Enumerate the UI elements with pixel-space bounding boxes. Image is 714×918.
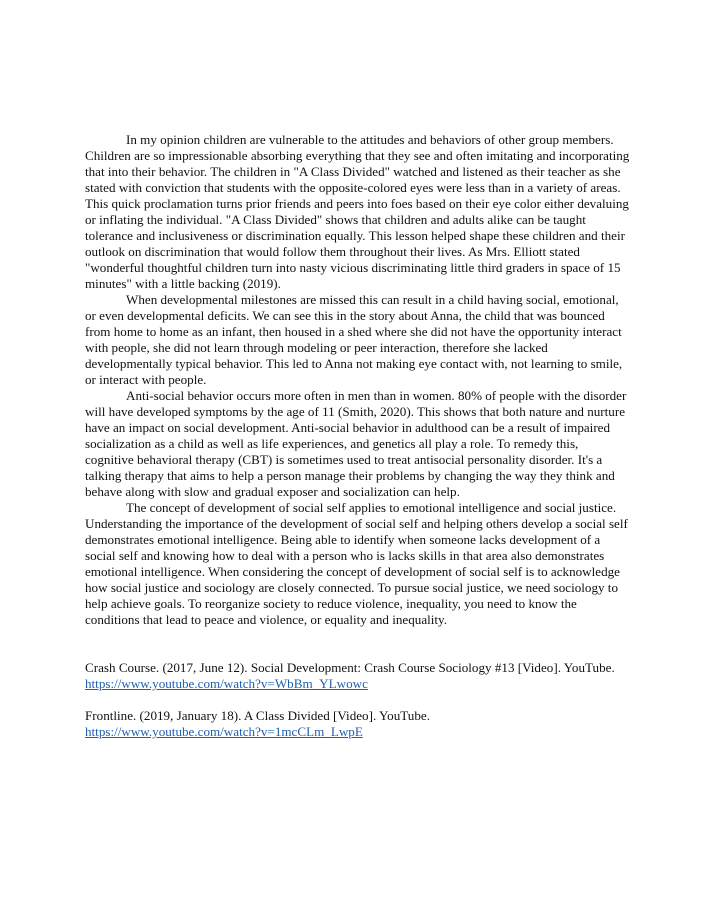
body-paragraph-1: In my opinion children are vulnerable to the attitudes and behaviors of other group members. Children are so impressionable absorbing everything that they see and often imitating and incorporating that into their behavior. The children in "A Class Divided" watched and listened as their teacher as she stated with conviction that students with the opposite-colored eyes were less than in a variety of areas. This quick proclamation turns prior friends and peers into foes based on their eye color either devaluing or inflating the individual. "A Class Divided" shows that children and adults alike can be taught tolerance and inclusiveness or discrimination equally. This lesson helped shape these children and their outlook on discrimination that would follow them throughout their lives. As Mrs. Elliott stated "wonderful thoughtful children turn into nasty vicious discriminating little third graders in space of 15 minutes" with a little backing (2019). (85, 132, 630, 291)
reference-entry-1 (85, 660, 630, 692)
body-paragraph-4: The concept of development of social self applies to emotional intelligence and social justice. Understanding the importance of the development of social self and helping others develop a social self demonstrates emotional intelligence. Being able to identify when someone lacks development of a social self and knowing how to deal with a person who is lacks skills in that area also demonstrates emotional intelligence. When considering the concept of development of social self is to acknowledge how social justice and sociology are closely connected. To pursue social justice, we need sociology to help achieve goals. To reorganize society to reduce violence, inequality, you need to know the conditions that lead to peace and violence, or equality and inequality. (85, 500, 628, 627)
reference-text-2: Frontline. (2019, January 18). A Class Divided [Video]. YouTube. (85, 708, 430, 723)
body-paragraph-2: When developmental milestones are missed this can result in a child having social, emotional, or even developmental deficits. We can see this in the story about Anna, the child that was bounced from home to home as an infant, then housed in a shed where she did not have the opportunity interact with people, she did not learn through modeling or peer interaction, therefore she lacked developmentally typical behavior. This led to Anna not making eye contact with, not learning to smile, or interact with people. (85, 292, 623, 387)
document-body (85, 132, 630, 740)
reference-entry-2 (85, 708, 630, 740)
section-spacer (85, 628, 630, 660)
reference-link-1[interactable]: https://www.youtube.com/watch?v=WbBm_YLwowc (85, 676, 368, 691)
reference-text-1: Crash Course. (2017, June 12). Social Development: Crash Course Sociology #13 [Video]. YouTube. (85, 660, 615, 675)
body-paragraph-3: Anti-social behavior occurs more often in men than in women. 80% of people with the disorder will have developed symptoms by the age of 11 (Smith, 2020). This shows that both nature and nurture have an impact on social development. Anti-social behavior in adulthood can be a result of impaired socialization as a child as well as life experiences, and genetics all play a role. To remedy this, cognitive behavioral therapy (CBT) is sometimes used to treat antisocial personality disorder. It's a talking therapy that aims to help a person manage their problems by changing the way they think and behave along with slow and gradual exposer and socialization can help. (85, 388, 627, 499)
reference-link-2[interactable]: https://www.youtube.com/watch?v=1mcCLm_LwpE (85, 724, 363, 739)
reference-gap (85, 692, 630, 708)
